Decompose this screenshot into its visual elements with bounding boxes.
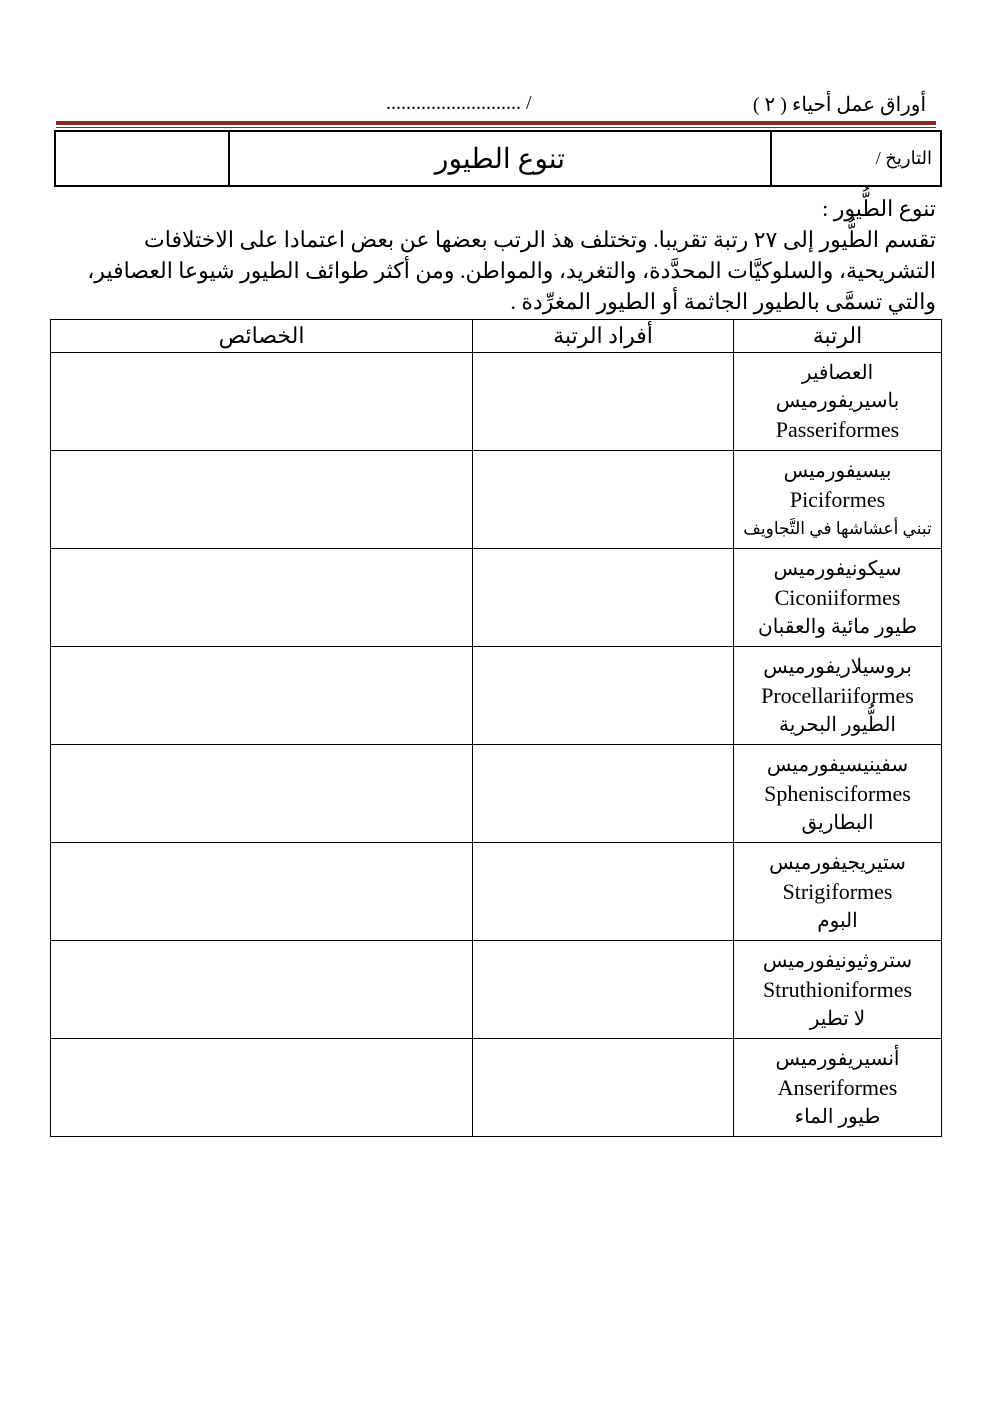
order-latin-name: Passeriformes [775, 416, 900, 442]
traits-answer-cell[interactable] [51, 745, 473, 843]
members-answer-cell[interactable] [473, 647, 734, 745]
header-order: الرتبة [734, 320, 942, 353]
members-answer-cell[interactable] [473, 549, 734, 647]
order-latin-name: Strigiformes [782, 878, 893, 904]
intro-paragraph [64, 193, 936, 317]
intro-line: والتي تسمَّى بالطيور الجاثمة أو الطيور المغرِّدة . [510, 289, 936, 314]
traits-answer-cell[interactable] [51, 647, 473, 745]
table-row [51, 647, 942, 745]
traits-answer-cell[interactable] [51, 549, 473, 647]
order-arabic-transliteration: بروسيلاريفورميس [763, 655, 912, 678]
bird-orders-table [50, 319, 942, 1137]
traits-answer-cell[interactable] [51, 941, 473, 1039]
student-name-field: ........................... / [386, 92, 532, 114]
order-latin-name: Procellariiformes [761, 682, 914, 708]
order-cell [734, 1039, 942, 1137]
order-cell [734, 745, 942, 843]
order-cell [734, 647, 942, 745]
order-arabic-transliteration: ستروثيونيفورميس [762, 949, 913, 972]
order-arabic-name: العصافير [801, 361, 874, 384]
order-latin-name: Anseriformes [777, 1074, 898, 1100]
header-divider [56, 121, 936, 125]
order-note: طيور الماء [794, 1105, 881, 1128]
members-answer-cell[interactable] [473, 1039, 734, 1137]
order-arabic-transliteration: ستيريجيفورميس [769, 851, 906, 874]
table-row [51, 549, 942, 647]
table-row [51, 1039, 942, 1137]
header-divider-thin [56, 127, 936, 128]
order-latin-name: Sphenisciformes [764, 780, 911, 806]
worksheet-title: أوراق عمل أحياء ( ٢ ) [752, 94, 926, 116]
traits-answer-cell[interactable] [51, 353, 473, 451]
date-label: التاريخ / [771, 131, 941, 186]
order-note: لا تطير [809, 1007, 866, 1030]
order-cell [734, 353, 942, 451]
order-note: البوم [817, 909, 858, 932]
traits-answer-cell[interactable] [51, 1039, 473, 1137]
order-note: تبني أعشاشها في التَّجاويف [743, 518, 932, 538]
blank-cell [55, 131, 229, 186]
order-cell [734, 843, 942, 941]
members-answer-cell[interactable] [473, 941, 734, 1039]
order-arabic-transliteration: سيكونيفورميس [773, 557, 902, 580]
title-box [54, 130, 942, 187]
traits-answer-cell[interactable] [51, 451, 473, 549]
table-row [51, 451, 942, 549]
intro-line: تقسم الطُّيور إلى ٢٧ رتبة تقريبا. وتختلف هذ الرتب بعضها عن بعض اعتمادا على الاختلافات [144, 227, 936, 252]
members-answer-cell[interactable] [473, 745, 734, 843]
order-note: البطاريق [801, 811, 874, 834]
members-answer-cell[interactable] [473, 353, 734, 451]
table-row [51, 843, 942, 941]
intro-heading: تنوع الطُّيور : [822, 196, 936, 221]
members-answer-cell[interactable] [473, 451, 734, 549]
table-row [51, 353, 942, 451]
order-latin-name: Ciconiiformes [774, 584, 901, 610]
order-note: طيور مائية والعقبان [758, 615, 917, 638]
order-arabic-transliteration: باسيريفورميس [775, 389, 900, 412]
order-arabic-transliteration: سفينيسيفورميس [766, 753, 909, 776]
order-cell [734, 451, 942, 549]
lesson-title: تنوع الطيور [229, 131, 771, 186]
members-answer-cell[interactable] [473, 843, 734, 941]
header-members: أفراد الرتبة [473, 320, 734, 353]
order-arabic-transliteration: بيسيفورميس [783, 459, 892, 482]
header-traits: الخصائص [51, 320, 473, 353]
order-note: الطُّيور البحرية [778, 713, 896, 736]
order-latin-name: Piciformes [789, 486, 886, 512]
traits-answer-cell[interactable] [51, 843, 473, 941]
order-arabic-transliteration: أنسيريفورميس [775, 1047, 900, 1070]
table-header-row [51, 320, 942, 353]
table-row [51, 745, 942, 843]
table-row [51, 941, 942, 1039]
intro-line: التشريحية، والسلوكيَّات المحدَّدة، والتغريد، والمواطن. ومن أكثر طوائف الطيور شيوعا العصافير، [87, 258, 936, 283]
order-cell [734, 549, 942, 647]
order-latin-name: Struthioniformes [762, 976, 913, 1002]
order-cell [734, 941, 942, 1039]
